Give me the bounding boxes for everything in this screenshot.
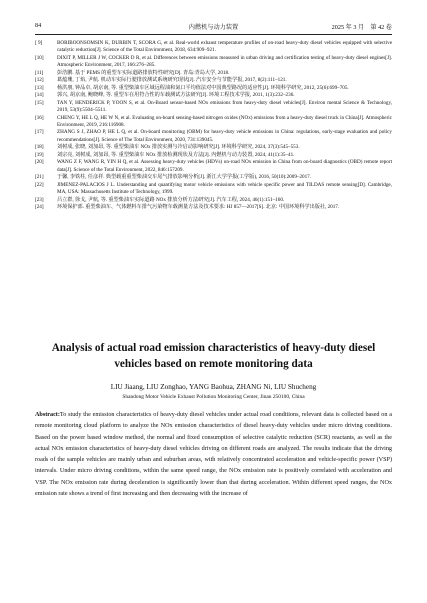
reference-item bbox=[35, 77, 392, 84]
reference-item bbox=[35, 115, 392, 130]
abstract bbox=[35, 410, 392, 500]
reference-number: [10] bbox=[35, 54, 44, 61]
reference-text: 刘宗亮, 刘树成, 刘加昂, 等. 重型柴油车 NOx 排放检测现状及方法[J]. 内燃机与动力装置, 2024, 41(1):35–41. bbox=[57, 151, 295, 158]
reference-list bbox=[35, 40, 392, 211]
reference-item bbox=[35, 144, 392, 151]
reference-text: 彭浩鹏. 基于 PEMS 的重型车实际道路排放特性研究[D]. 青岛:青岛大学, 2018. bbox=[57, 69, 230, 76]
running-header bbox=[35, 22, 392, 35]
reference-item bbox=[35, 100, 392, 115]
reference-text: ZHANG S J, ZHAO P, HE L Q, et al. On-board monitoring (OBM) for heavy-duty vehicle emissions in China: regulations, early-stage evaluation and policy recommendations[J]. Science of The Total Environment, 2020, 731:139045. bbox=[57, 129, 392, 143]
reference-text: BORIBOONSOMSIN K, DURBIN T, SCORA G, et al. Real-world exhaust temperature profiles of on-road heavy-duty diesel vehicles equipped with selective catalytic reduction[J]. Science of the Total Environment, 2018, 634:909–921. bbox=[57, 40, 392, 54]
reference-text: 于馨, 李铁柱, 任彦祥. 典型载重重型柴油交车尾气排放影响分析[J]. 浙江大学学报(工学版), 2016, 50(10):2009–2017. bbox=[57, 174, 312, 181]
affiliation: Shandong Motor Vehicle Exhaust Pollution Monitoring Center, Jinan 250100, China bbox=[122, 394, 305, 400]
article-title: Analysis of actual road emission characteristics of heavy-duty diesel vehicles based on remote monitoring data bbox=[51, 342, 376, 370]
reference-item bbox=[35, 182, 392, 197]
reference-number: [21] bbox=[35, 174, 44, 181]
reference-text: JIMENEZ-PALACIOS J L. Understanding and quantifying motor vehicle emissions with vehicle specific power and TILDAS remote sensing[D]. Cambridge, MA, USA: Massachusetts Institute of Technology, 1999. bbox=[57, 181, 392, 196]
reference-number: [16] bbox=[35, 114, 44, 121]
reference-item bbox=[35, 159, 392, 174]
page-number: 84 bbox=[35, 22, 42, 29]
reference-text: TAN Y, HENDERICK P, YOON S, et al. On-Board sensor-based NOx emissions from heavy-duty diesel vehicles[J]. Environ mental Science & Technology, 2019, 53(9):5504–5511. bbox=[57, 99, 392, 114]
reference-number: [11] bbox=[35, 69, 44, 76]
reference-number: [23] bbox=[35, 196, 44, 203]
reference-item bbox=[35, 92, 392, 99]
reference-item bbox=[35, 204, 392, 211]
reference-number: [14] bbox=[35, 92, 44, 99]
reference-number: [18] bbox=[35, 144, 44, 151]
journal-name: 内燃机与动力装置 bbox=[188, 24, 239, 31]
author-list: LIU Jiaang, LIU Zonghao, YANG Baohua, ZHANG Ni, LIU Shucheng bbox=[110, 383, 317, 391]
reference-text: 刘树成, 张晓, 刘加昂, 等. 重型柴油车 NOx 排放实测与冷启动影响研究[J]. 环境科学研究, 2024, 37(3):545–553. bbox=[57, 144, 300, 151]
reference-text: DIXIT P, MILLER J W, COCKER D R, et al. Differences between emissions measured in urban driving and certification testing of heavy-duty diesel engines[J]. Atmospheric Environment, 2017, 166:276–285. bbox=[57, 54, 392, 69]
reference-number: [ 9] bbox=[35, 40, 43, 46]
reference-item bbox=[35, 55, 392, 70]
reference-item bbox=[35, 129, 392, 144]
reference-text: 郭兴, 胡京南, 鲍晓峰, 等. 重型车在用符合性的车载测试方法研究[J]. 环境工程技术学报, 2011, 1(3):232–236. bbox=[57, 92, 295, 99]
reference-number: [17] bbox=[35, 129, 44, 136]
reference-item bbox=[35, 174, 392, 181]
reference-item bbox=[35, 40, 392, 55]
reference-number: [13] bbox=[35, 84, 44, 91]
reference-number: [20] bbox=[35, 159, 44, 166]
reference-text: CHENG Y, HE L Q, HE W N, et al. Evaluating on-board sensing-based nitrogen oxides (NOx) emissions from a heavy-duty diesel truck in China[J]. Atmospheric Environment, 2019, 216:116908. bbox=[57, 114, 392, 128]
reference-number: [12] bbox=[35, 77, 44, 84]
reference-text: WANG Z F, WANG R, YIN H Q, et al. Assessing heavy-duty vehicles (HDVs) on-road NOx emission in China from on-board diagnostics (OBD) remote report data[J]. Science of the Total Environment, 2022, 846:157209. bbox=[57, 159, 392, 173]
issue-info: 2025 年 3 月 第 42 卷 bbox=[331, 24, 392, 31]
reference-text: 杨洪朋, 钟品卓, 胡京南, 等. 重型柴油车区域远程油和氮口平均值法对中国典型路况的适应性[J]. 环境科学研究, 2012, 25(6):699–705. bbox=[57, 84, 349, 91]
reference-number: [24] bbox=[35, 203, 44, 210]
reference-item bbox=[35, 197, 392, 204]
abstract-label: Abstract: bbox=[35, 412, 60, 418]
reference-number: [22] bbox=[35, 181, 44, 188]
reference-text: 葛蕴珊, 丁焰, 尹航. 机动车实际行驶排放测试系统研究现状[J]. 汽车安全与节能学报, 2017, 8(2):111–121. bbox=[57, 77, 287, 84]
reference-text: 环境保护部. 重型柴油车、气体燃料车排气污染物车载测量方法及技术要求: HJ 857—2017[S]. 北京: 中国环境科学出版社, 2017. bbox=[57, 203, 340, 210]
reference-number: [19] bbox=[35, 151, 44, 158]
reference-text: 吕立群, 徐戈, 尹航, 等. 重型柴油车实际道路 NOx 排放分析方法研究[J]. 汽车工程, 2024, 46(1):151–160. bbox=[57, 196, 285, 203]
reference-number: [15] bbox=[35, 99, 44, 106]
abstract-text: To study the emission characteristics of heavy-duty diesel vehicles under actual road conditions, relevant data is collected based on a remote monitoring cloud platform to analyze the NOx emission characteristics of diesel heavy-duty vehicles under micro driving conditions. Based on the power based window method, the normal and fixed consumption of selective catalytic reduction (SCR) reactants, as well as the actual NOx emission characteristics of heavy-duty diesel vehicles driving on different roads are analyzed. The results indicate that the driving roads of the sample vehicles are mainly urban and suburban areas, with relatively concentrated acceleration and vehicle-specific power (VSP) intervals. Under micro driving conditions, within the same speed range, the NOx emission rate is positively correlated with acceleration and VSP. The NOx emission rate during deceleration is significantly lower than that during acceleration. Within different speed ranges, the NOx emission rate shows a trend of first increasing and then decreasing with the increase of bbox=[35, 412, 392, 498]
